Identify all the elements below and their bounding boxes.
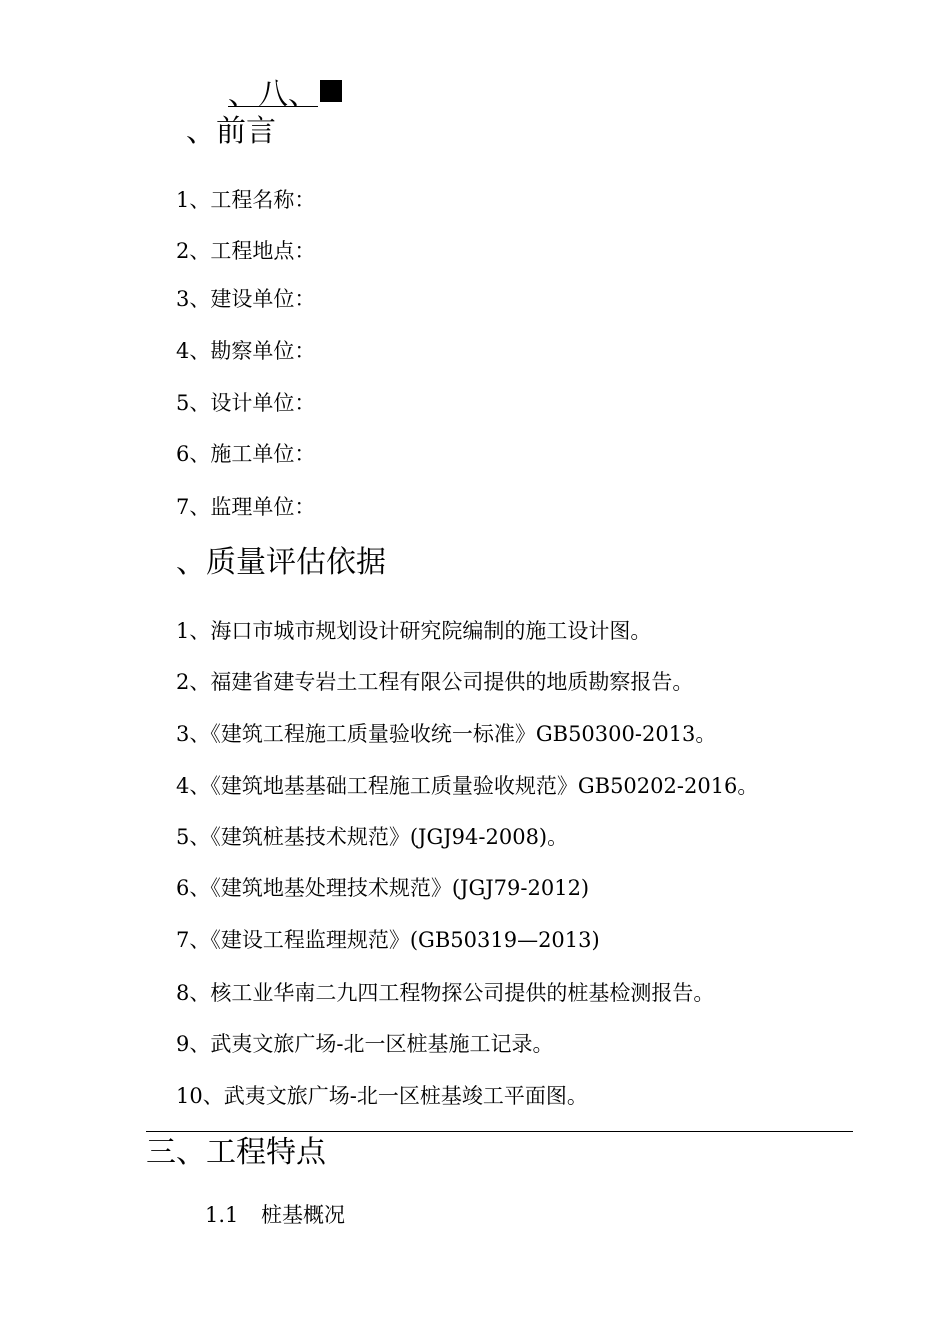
list-item: 5、《建筑桩基技术规范》(JGJ94-2008)。 xyxy=(176,825,569,849)
list-item: 10、武夷文旅广场-北一区桩基竣工平面图。 xyxy=(176,1084,588,1108)
black-square-icon xyxy=(320,80,342,102)
list-item: 5、设计单位： xyxy=(176,391,316,415)
list-item: 7、监理单位： xyxy=(176,495,316,519)
list-item: 3、《建筑工程施工质量验收统一标准》GB50300-2013。 xyxy=(176,722,717,746)
list-item: 8、核工业华南二九四工程物探公司提供的桩基检测报告。 xyxy=(176,981,715,1005)
list-item: 1、海口市城市规划设计研究院编制的施工设计图。 xyxy=(176,619,652,643)
list-item: 9、武夷文旅广场-北一区桩基施工记录。 xyxy=(176,1032,554,1056)
section-heading-features: 三、工程特点 xyxy=(146,1135,326,1170)
heading-mark-text: 、八、 xyxy=(228,77,318,112)
list-item: 7、《建设工程监理规范》(GB50319—2013) xyxy=(176,928,600,952)
heading-mark xyxy=(228,78,342,112)
section-heading-preface: 、前言 xyxy=(186,114,276,149)
list-item: 6、施工单位： xyxy=(176,442,316,466)
list-item: 3、建设单位： xyxy=(176,287,316,311)
section-divider xyxy=(146,1131,853,1132)
subsection-title: 桩基概况 xyxy=(261,1203,345,1227)
list-item: 4、勘察单位： xyxy=(176,339,316,363)
subsection-heading xyxy=(205,1201,345,1229)
list-item: 2、福建省建专岩土工程有限公司提供的地质勘察报告。 xyxy=(176,670,694,694)
list-item: 2、工程地点： xyxy=(176,239,316,263)
list-item: 6、《建筑地基处理技术规范》(JGJ79-2012) xyxy=(176,876,590,900)
list-item: 1、工程名称： xyxy=(176,188,316,212)
section-heading-basis: 、质量评估依据 xyxy=(176,545,386,580)
subsection-number: 1.1 xyxy=(205,1203,239,1227)
list-item: 4、《建筑地基基础工程施工质量验收规范》GB50202-2016。 xyxy=(176,774,759,798)
